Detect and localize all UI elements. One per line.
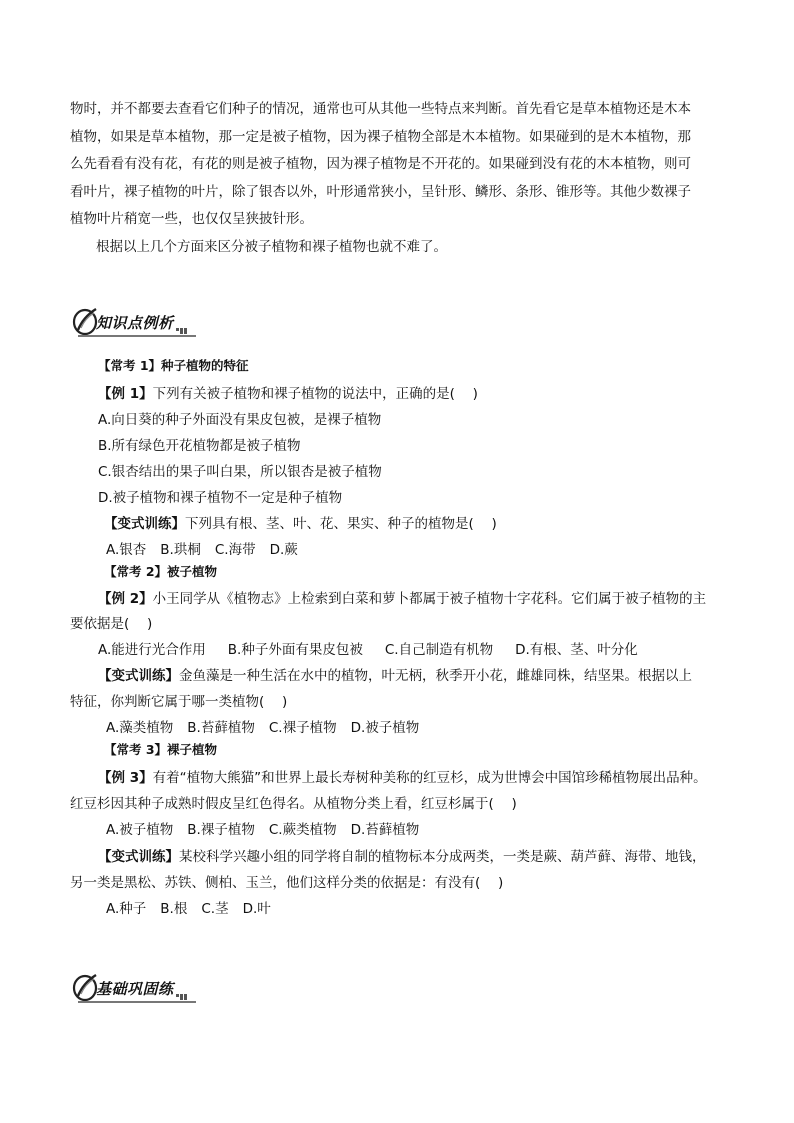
section-title: 知识点例析 [96,314,174,332]
kp1-option-c: C.银杏结出的果子叫白果，所以银杏是被子植物 [98,464,382,480]
example-tag: 【例 2】 [98,591,153,607]
example-text: 下列有关被子植物和裸子植物的说法中，正确的是( ) [152,386,478,402]
intro-conclusion: 根据以上几个方面来区分被子植物和裸子植物也就不难了。 [96,238,447,255]
kp1-option-d: D.被子植物和裸子植物不一定是种子植物 [98,490,343,506]
section-underline [78,1001,196,1003]
variant-option: A.种子 [106,901,147,917]
kp3-variant-line2: 另一类是黑松、苏铁、侧柏、玉兰，他们这样分类的依据是：有没有( ) [70,875,504,891]
kp2-heading: 【常考 2】被子植物 [104,564,218,579]
option: D.有根、茎、叶分化 [515,642,638,658]
example-tag: 【例 1】 [98,386,153,402]
section-logo-icon [72,972,98,1002]
kp1-heading: 【常考 1】种子植物的特征 [98,358,249,373]
dots-decoration-icon [176,992,190,1000]
section-title: 基础巩固练 [96,980,174,998]
kp3-variant-options [106,897,285,917]
variant-option: B.珙桐 [160,542,201,558]
kp2-options [98,638,638,658]
kp3-example-line2: 红豆杉因其种子成熟时假皮呈红色得名。从植物分类上看，红豆杉属于( ) [70,796,517,812]
kp1-example [98,382,478,402]
example-text: 有着“植物大熊猫”和世界上最长寿树种美称的红豆杉，成为世博会中国馆珍稀植物展出品种。 [152,770,707,786]
kp1-option-a: A.向日葵的种子外面没有果皮包被，是裸子植物 [98,412,382,428]
variant-option: C.茎 [201,901,229,917]
option: A.被子植物 [106,822,174,838]
dots-decoration-icon [176,326,190,334]
kp2-variant-options [106,716,433,736]
kp1-variant [104,512,497,532]
variant-option: D.叶 [242,901,271,917]
variant-tag: 【变式训练】 [98,849,179,865]
variant-text: 金鱼藻是一种生活在水中的植物，叶无柄，秋季开小花，雌雄同株，结坚果。根据以上 [179,668,692,684]
option: D.苔藓植物 [350,822,420,838]
variant-option: D.被子植物 [350,720,420,736]
kp1-variant-options [106,538,312,558]
kp3-variant-line1 [98,845,706,865]
kp2-example-line2: 要依据是( ) [70,616,153,632]
intro-line: 植物，如果是草本植物，那一定是被子植物，因为裸子植物全部是木本植物。如果碰到的是木本植物，那 [70,128,691,145]
variant-option: B.苔藓植物 [187,720,255,736]
intro-line: 植物叶片稍宽一些，也仅仅呈狭披针形。 [70,211,313,227]
option: B.种子外面有果皮包被 [227,642,363,658]
variant-text: 某校科学兴趣小组的同学将自制的植物标本分成两类，一类是蕨、葫芦藓、海带、地钱， [179,849,706,865]
intro-line: 看叶片，裸子植物的叶片，除了银杏以外，叶形通常狭小，呈针形、鳞形、条形、锥形等。其他少数裸子 [70,183,691,200]
section-header-basics [72,972,202,1006]
variant-option: D.蕨 [269,542,298,558]
variant-option: A.藻类植物 [106,720,174,736]
option: C.蕨类植物 [268,822,337,838]
option: B.裸子植物 [187,822,255,838]
variant-tag: 【变式训练】 [104,516,185,532]
variant-option: B.根 [160,901,188,917]
variant-option: C.裸子植物 [268,720,337,736]
section-underline [78,335,196,337]
section-header-knowledge [72,306,202,340]
example-tag: 【例 3】 [98,770,153,786]
variant-tag: 【变式训练】 [98,668,179,684]
variant-option: C.海带 [214,542,256,558]
kp2-variant-line1 [98,664,692,684]
section-logo-icon [72,306,98,336]
kp3-options [106,818,433,838]
intro-paragraph [70,96,730,261]
kp2-example-line1 [98,587,706,607]
intro-line: 么先看看有没有花，有花的则是被子植物，因为裸子植物是不开花的。如果碰到没有花的木本植物，则可 [70,156,691,172]
variant-option: A.银杏 [106,542,147,558]
intro-line: 物时，并不都要去查看它们种子的情况，通常也可从其他一些特点来判断。首先看它是草本植物还是木本 [70,101,691,117]
kp2-variant-line2: 特征，你判断它属于哪一类植物( ) [70,694,288,710]
option: C.自己制造有机物 [384,642,494,658]
kp3-heading: 【常考 3】裸子植物 [104,742,218,757]
variant-text: 下列具有根、茎、叶、花、果实、种子的植物是( ) [185,516,497,532]
kp3-example-line1 [98,766,707,786]
example-text: 小王同学从《植物志》上检索到白菜和萝卜都属于被子植物十字花科。它们属于被子植物的主 [152,591,707,607]
kp1-option-b: B.所有绿色开花植物都是被子植物 [98,438,301,454]
option: A.能进行光合作用 [98,642,206,658]
